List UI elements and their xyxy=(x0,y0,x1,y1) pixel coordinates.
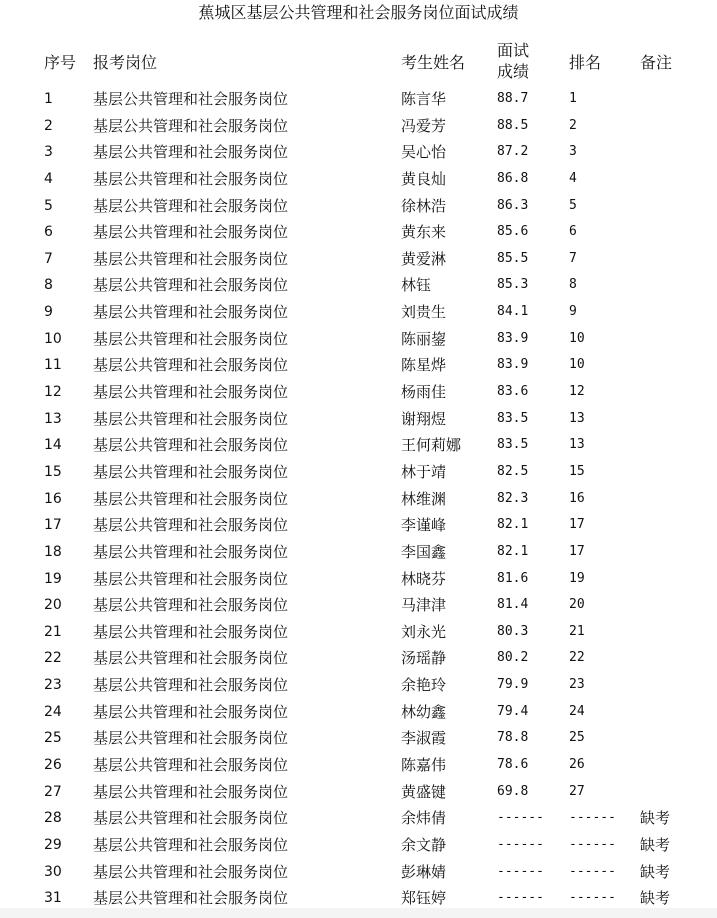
table-row xyxy=(0,432,717,459)
cell-position: 基层公共管理和社会服务岗位 xyxy=(93,409,289,428)
cell-score: 88.5 xyxy=(497,117,529,133)
cell-score: 82.3 xyxy=(497,490,529,506)
cell-no: 20 xyxy=(44,597,62,614)
cell-name: 余文静 xyxy=(401,835,447,854)
cell-no: 23 xyxy=(44,677,62,694)
cell-rank: ------ xyxy=(569,863,616,879)
cell-rank: 13 xyxy=(569,410,585,426)
cell-name: 汤瑶静 xyxy=(401,649,447,668)
table-row xyxy=(0,326,717,353)
cell-position: 基层公共管理和社会服务岗位 xyxy=(93,809,289,828)
cell-note: 缺考 xyxy=(640,862,671,881)
cell-no: 29 xyxy=(44,836,62,853)
table-row xyxy=(0,566,717,593)
cell-score: 88.7 xyxy=(497,91,529,106)
cell-rank: 12 xyxy=(569,384,585,400)
cell-no: 31 xyxy=(44,890,62,907)
cell-rank: 6 xyxy=(569,224,577,240)
cell-no: 24 xyxy=(44,703,62,720)
cell-no: 8 xyxy=(44,277,53,294)
cell-score: 81.4 xyxy=(497,597,529,613)
cell-score: 86.3 xyxy=(497,197,529,213)
cell-name: 黄盛键 xyxy=(401,782,447,801)
cell-rank: 27 xyxy=(569,783,585,799)
cell-no: 1 xyxy=(44,91,53,107)
cell-position: 基层公共管理和社会服务岗位 xyxy=(93,223,289,242)
cell-position: 基层公共管理和社会服务岗位 xyxy=(93,649,289,668)
cell-score: ------ xyxy=(497,836,544,852)
cell-name: 陈星烨 xyxy=(401,356,447,375)
cell-score: 83.9 xyxy=(497,357,529,373)
header-score xyxy=(497,36,529,86)
cell-note: 缺考 xyxy=(640,889,671,908)
cell-rank: 15 xyxy=(569,463,585,479)
table-row xyxy=(0,725,717,752)
cell-name: 林晓芬 xyxy=(401,569,447,588)
cell-note: 缺考 xyxy=(640,809,671,828)
cell-rank: 7 xyxy=(569,250,577,266)
table-row xyxy=(0,113,717,140)
cell-name: 陈丽鋆 xyxy=(401,329,447,348)
cell-rank: 17 xyxy=(569,517,585,533)
cell-position: 基层公共管理和社会服务岗位 xyxy=(93,462,289,481)
cell-score: 81.6 xyxy=(497,570,529,586)
cell-rank: ------ xyxy=(569,890,616,906)
cell-score: 80.3 xyxy=(497,623,529,639)
cell-no: 14 xyxy=(44,437,62,454)
cell-no: 4 xyxy=(44,170,53,187)
cell-rank: 9 xyxy=(569,304,577,320)
cell-position: 基层公共管理和社会服务岗位 xyxy=(93,329,289,348)
cell-rank: 3 xyxy=(569,144,577,160)
table-row xyxy=(0,166,717,193)
table-row xyxy=(0,752,717,779)
cell-name: 林幼鑫 xyxy=(401,702,447,721)
cell-no: 21 xyxy=(44,623,62,640)
table-row xyxy=(0,299,717,326)
cell-position: 基层公共管理和社会服务岗位 xyxy=(93,169,289,188)
cell-name: 李淑霞 xyxy=(401,729,447,748)
cell-score: 85.3 xyxy=(497,277,529,293)
cell-position: 基层公共管理和社会服务岗位 xyxy=(93,196,289,215)
cell-name: 林钰 xyxy=(401,276,432,295)
table-row xyxy=(0,512,717,539)
table-row xyxy=(0,779,717,806)
header-no: 序号 xyxy=(44,52,77,72)
cell-position: 基层公共管理和社会服务岗位 xyxy=(93,356,289,375)
table-row xyxy=(0,406,717,433)
cell-score: 87.2 xyxy=(497,144,529,160)
cell-no: 17 xyxy=(44,517,62,534)
cell-name: 刘永光 xyxy=(401,622,447,641)
cell-position: 基层公共管理和社会服务岗位 xyxy=(93,702,289,721)
cell-score: 82.5 xyxy=(497,463,529,479)
cell-rank: 25 xyxy=(569,730,585,746)
cell-score: 80.2 xyxy=(497,650,529,666)
cell-position: 基层公共管理和社会服务岗位 xyxy=(93,729,289,748)
cell-score: 85.5 xyxy=(497,250,529,266)
cell-no: 12 xyxy=(44,384,62,401)
cell-position: 基层公共管理和社会服务岗位 xyxy=(93,542,289,561)
cell-name: 余艳玲 xyxy=(401,676,447,695)
cell-position: 基层公共管理和社会服务岗位 xyxy=(93,383,289,402)
cell-name: 吴心怡 xyxy=(401,143,447,162)
cell-name: 陈嘉伟 xyxy=(401,756,447,775)
cell-score: 69.8 xyxy=(497,783,529,799)
cell-no: 19 xyxy=(44,570,62,587)
cell-position: 基层公共管理和社会服务岗位 xyxy=(93,676,289,695)
header-score-line1: 面试 xyxy=(497,41,530,60)
page-title: 蕉城区基层公共管理和社会服务岗位面试成绩 xyxy=(198,3,519,22)
cell-rank: 26 xyxy=(569,757,585,773)
cell-no: 16 xyxy=(44,490,62,507)
cell-no: 22 xyxy=(44,650,62,667)
cell-name: 李国鑫 xyxy=(401,542,447,561)
cell-position: 基层公共管理和社会服务岗位 xyxy=(93,90,289,108)
table-row xyxy=(0,86,717,113)
cell-score: 78.6 xyxy=(497,757,529,773)
cell-score: 85.6 xyxy=(497,224,529,240)
cell-name: 谢翔煜 xyxy=(401,409,447,428)
cell-score: 79.9 xyxy=(497,677,529,693)
cell-name: 王何莉娜 xyxy=(401,436,462,455)
cell-rank: 22 xyxy=(569,650,585,666)
cell-no: 6 xyxy=(44,224,53,241)
cell-position: 基层公共管理和社会服务岗位 xyxy=(93,569,289,588)
cell-rank: 19 xyxy=(569,570,585,586)
table-row xyxy=(0,672,717,699)
cell-name: 黄东来 xyxy=(401,223,447,242)
table-row xyxy=(0,859,717,886)
cell-name: 黄良灿 xyxy=(401,169,447,188)
cell-no: 7 xyxy=(44,250,53,267)
table-row xyxy=(0,619,717,646)
cell-position: 基层公共管理和社会服务岗位 xyxy=(93,116,289,135)
cell-score: 84.1 xyxy=(497,304,529,320)
cell-rank: 17 xyxy=(569,543,585,559)
cell-position: 基层公共管理和社会服务岗位 xyxy=(93,862,289,881)
cell-score: 83.5 xyxy=(497,437,529,453)
cell-rank: 20 xyxy=(569,597,585,613)
cell-rank: 21 xyxy=(569,623,585,639)
table-row xyxy=(0,379,717,406)
table-row xyxy=(0,539,717,566)
table-header xyxy=(0,36,717,86)
cell-no: 3 xyxy=(44,144,53,161)
table-row xyxy=(0,805,717,832)
cell-position: 基层公共管理和社会服务岗位 xyxy=(93,516,289,535)
cell-no: 15 xyxy=(44,463,62,480)
cell-no: 25 xyxy=(44,730,62,747)
table-row xyxy=(0,832,717,859)
cell-rank: 4 xyxy=(569,170,577,186)
cell-rank: 1 xyxy=(569,91,577,106)
cell-score: 82.1 xyxy=(497,543,529,559)
cell-position: 基层公共管理和社会服务岗位 xyxy=(93,889,289,908)
cell-score: 82.1 xyxy=(497,517,529,533)
cell-no: 5 xyxy=(44,197,53,214)
cell-rank: ------ xyxy=(569,810,616,826)
cell-score: ------ xyxy=(497,810,544,826)
header-score-line2: 成绩 xyxy=(497,62,530,81)
table-row xyxy=(0,139,717,166)
cell-score: 78.8 xyxy=(497,730,529,746)
header-position: 报考岗位 xyxy=(93,52,158,72)
table-row xyxy=(0,246,717,273)
cell-rank: 13 xyxy=(569,437,585,453)
cell-name: 冯爱芳 xyxy=(401,116,447,135)
table-row xyxy=(0,645,717,672)
header-note: 备注 xyxy=(640,52,673,72)
table-row xyxy=(0,352,717,379)
cell-rank: 24 xyxy=(569,703,585,719)
cell-name: 杨雨佳 xyxy=(401,383,447,402)
cell-score: 86.8 xyxy=(497,170,529,186)
cell-position: 基层公共管理和社会服务岗位 xyxy=(93,143,289,162)
header-name: 考生姓名 xyxy=(401,52,466,72)
cell-score: 83.6 xyxy=(497,384,529,400)
cell-position: 基层公共管理和社会服务岗位 xyxy=(93,436,289,455)
cell-score: ------ xyxy=(497,890,544,906)
table-body xyxy=(0,86,717,912)
cell-name: 黄爱淋 xyxy=(401,249,447,268)
cell-name: 林维渊 xyxy=(401,489,447,508)
cell-name: 余炜倩 xyxy=(401,809,447,828)
cell-position: 基层公共管理和社会服务岗位 xyxy=(93,489,289,508)
cell-position: 基层公共管理和社会服务岗位 xyxy=(93,756,289,775)
cell-no: 18 xyxy=(44,543,62,560)
cell-position: 基层公共管理和社会服务岗位 xyxy=(93,276,289,295)
cell-name: 马津津 xyxy=(401,596,447,615)
page-bottom-band xyxy=(0,908,717,918)
cell-name: 刘贵生 xyxy=(401,303,447,322)
cell-no: 11 xyxy=(44,357,62,374)
cell-score: 83.9 xyxy=(497,330,529,346)
cell-rank: ------ xyxy=(569,836,616,852)
table-row xyxy=(0,272,717,299)
cell-rank: 8 xyxy=(569,277,577,293)
cell-score: ------ xyxy=(497,863,544,879)
cell-position: 基层公共管理和社会服务岗位 xyxy=(93,249,289,268)
cell-no: 10 xyxy=(44,330,62,347)
cell-rank: 5 xyxy=(569,197,577,213)
cell-name: 徐林浩 xyxy=(401,196,447,215)
cell-score: 79.4 xyxy=(497,703,529,719)
table-row xyxy=(0,699,717,726)
cell-name: 郑钰婷 xyxy=(401,889,447,908)
cell-position: 基层公共管理和社会服务岗位 xyxy=(93,835,289,854)
cell-name: 林于靖 xyxy=(401,462,447,481)
cell-name: 彭琳婧 xyxy=(401,862,447,881)
cell-position: 基层公共管理和社会服务岗位 xyxy=(93,303,289,322)
cell-no: 26 xyxy=(44,757,62,774)
cell-position: 基层公共管理和社会服务岗位 xyxy=(93,622,289,641)
table-row xyxy=(0,459,717,486)
cell-no: 9 xyxy=(44,304,53,321)
cell-note: 缺考 xyxy=(640,835,671,854)
cell-name: 陈言华 xyxy=(401,90,447,108)
cell-position: 基层公共管理和社会服务岗位 xyxy=(93,596,289,615)
cell-score: 83.5 xyxy=(497,410,529,426)
cell-no: 30 xyxy=(44,863,62,880)
table-row xyxy=(0,219,717,246)
cell-no: 27 xyxy=(44,783,62,800)
cell-no: 13 xyxy=(44,410,62,427)
table-row xyxy=(0,592,717,619)
cell-rank: 2 xyxy=(569,117,577,133)
cell-rank: 10 xyxy=(569,357,585,373)
cell-no: 28 xyxy=(44,810,62,827)
cell-name: 李谨峰 xyxy=(401,516,447,535)
table-row xyxy=(0,193,717,220)
cell-rank: 23 xyxy=(569,677,585,693)
cell-position: 基层公共管理和社会服务岗位 xyxy=(93,782,289,801)
header-rank: 排名 xyxy=(569,52,602,72)
cell-rank: 10 xyxy=(569,330,585,346)
cell-no: 2 xyxy=(44,117,53,134)
table-row xyxy=(0,486,717,513)
cell-rank: 16 xyxy=(569,490,585,506)
